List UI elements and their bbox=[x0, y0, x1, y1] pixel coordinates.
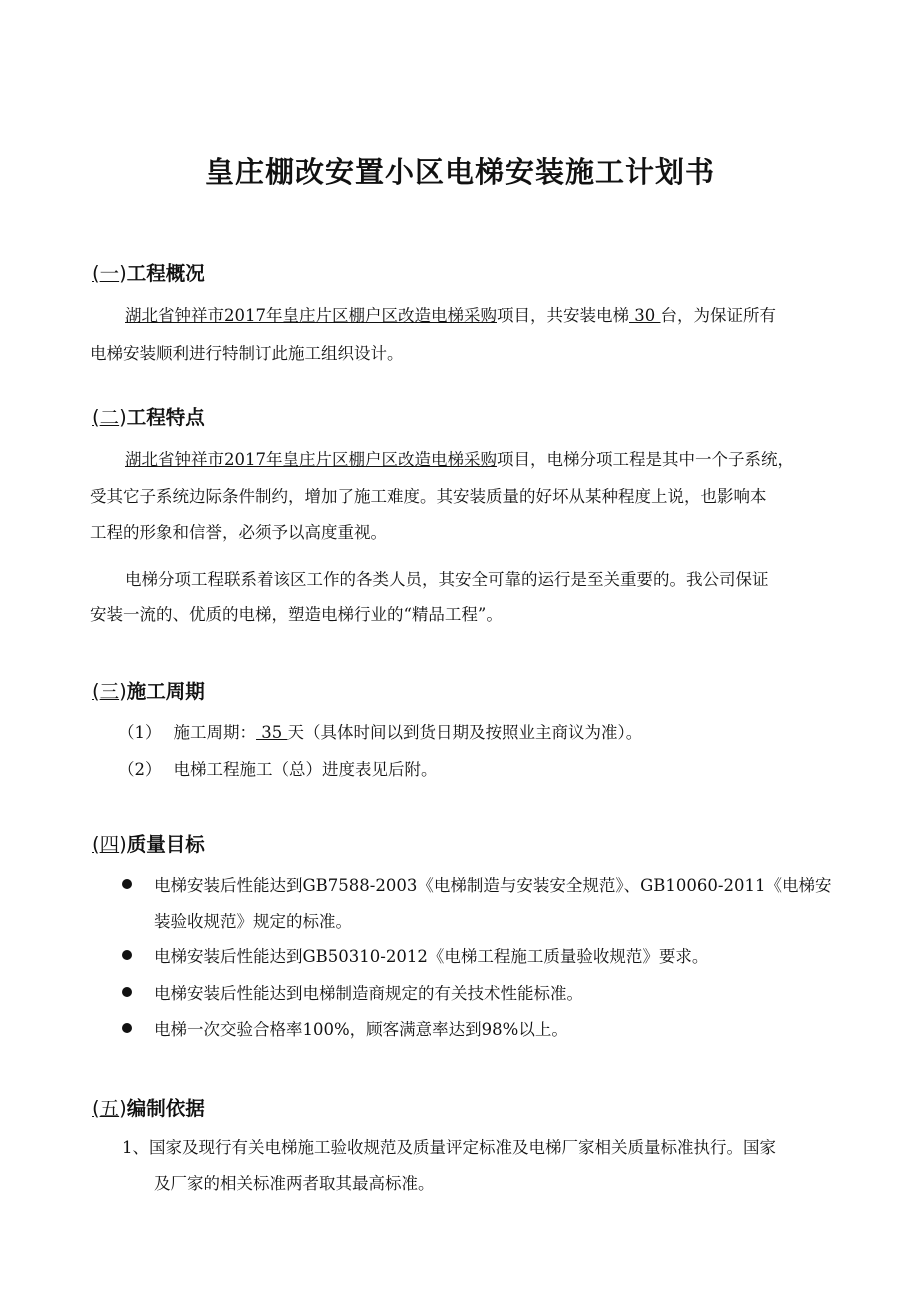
section-heading-5 bbox=[92, 1093, 205, 1121]
list-item: （1） 施工周期： 35 天（具体时间以到货日期及按照业主商议为准）。 bbox=[118, 723, 643, 742]
item-marker: （2） bbox=[118, 760, 162, 779]
item-marker: （1） bbox=[118, 723, 162, 742]
section-title: 编制依据 bbox=[126, 1097, 205, 1120]
bullet-icon bbox=[122, 987, 132, 997]
section-title: 施工周期 bbox=[126, 680, 205, 703]
section-number: (二) bbox=[92, 406, 127, 429]
paragraph-line: 受其它子系统边际条件制约，增加了施工难度。其安装质量的好坏从某种程度上说，也影响本 bbox=[90, 487, 767, 506]
list-item: 电梯安装后性能达到电梯制造商规定的有关技术性能标准。 bbox=[154, 984, 583, 1003]
section-heading-3 bbox=[92, 676, 205, 704]
section-number: (五) bbox=[92, 1097, 127, 1120]
section-heading-1 bbox=[92, 258, 205, 286]
paragraph-line: 湖北省钟祥市2017年皇庄片区棚户区改造电梯采购项目，共安装电梯 30 台，为保证所有 bbox=[125, 306, 776, 325]
section-number: (三) bbox=[92, 680, 127, 703]
section-title: 质量目标 bbox=[126, 833, 205, 856]
paragraph-line: 安装一流的、优质的电梯，塑造电梯行业的“精品工程”。 bbox=[90, 605, 503, 624]
paragraph-line: 电梯分项工程联系着该区工作的各类人员，其安全可靠的运行是至关重要的。我公司保证 bbox=[125, 570, 769, 589]
document-title: 皇庄棚改安置小区电梯安装施工计划书 bbox=[204, 155, 715, 189]
section-heading-4 bbox=[92, 829, 205, 857]
elevator-count: 30 bbox=[629, 306, 661, 325]
project-name: 湖北省钟祥市2017年皇庄片区棚户区改造电梯采购 bbox=[125, 450, 497, 469]
bullet-icon bbox=[122, 1023, 132, 1033]
list-item: 电梯一次交验合格率100%，顾客满意率达到98%以上。 bbox=[154, 1020, 568, 1039]
paragraph-line: 工程的形象和信誉，必须予以高度重视。 bbox=[90, 523, 387, 542]
section-title: 工程概况 bbox=[126, 262, 205, 285]
bullet-icon bbox=[122, 950, 132, 960]
section-number: (一) bbox=[92, 262, 127, 285]
list-item: （2） 电梯工程施工（总）进度表见后附。 bbox=[118, 760, 438, 779]
duration-value: 35 bbox=[256, 723, 288, 742]
section-number: (四) bbox=[92, 833, 127, 856]
list-item: 电梯安装后性能达到GB50310-2012《电梯工程施工质量验收规范》要求。 bbox=[154, 947, 709, 966]
section-title: 工程特点 bbox=[126, 406, 205, 429]
section-heading-2 bbox=[92, 402, 205, 430]
bullet-icon bbox=[122, 879, 132, 889]
list-item: 1、国家及现行有关电梯施工验收规范及质量评定标准及电梯厂家相关质量标准执行。国家 bbox=[122, 1138, 776, 1157]
project-name: 湖北省钟祥市2017年皇庄片区棚户区改造电梯采购 bbox=[125, 306, 497, 325]
paragraph-line: 湖北省钟祥市2017年皇庄片区棚户区改造电梯采购项目，电梯分项工程是其中一个子系统， bbox=[125, 450, 794, 469]
paragraph-line: 电梯安装顺利进行特制订此施工组织设计。 bbox=[90, 344, 404, 363]
list-item-continuation: 装验收规范》规定的标准。 bbox=[154, 912, 352, 931]
list-item: 电梯安装后性能达到GB7588-2003《电梯制造与安装安全规范》、GB10060-2011《电梯安 bbox=[154, 876, 832, 895]
list-item-continuation: 及厂家的相关标准两者取其最高标准。 bbox=[154, 1174, 435, 1193]
